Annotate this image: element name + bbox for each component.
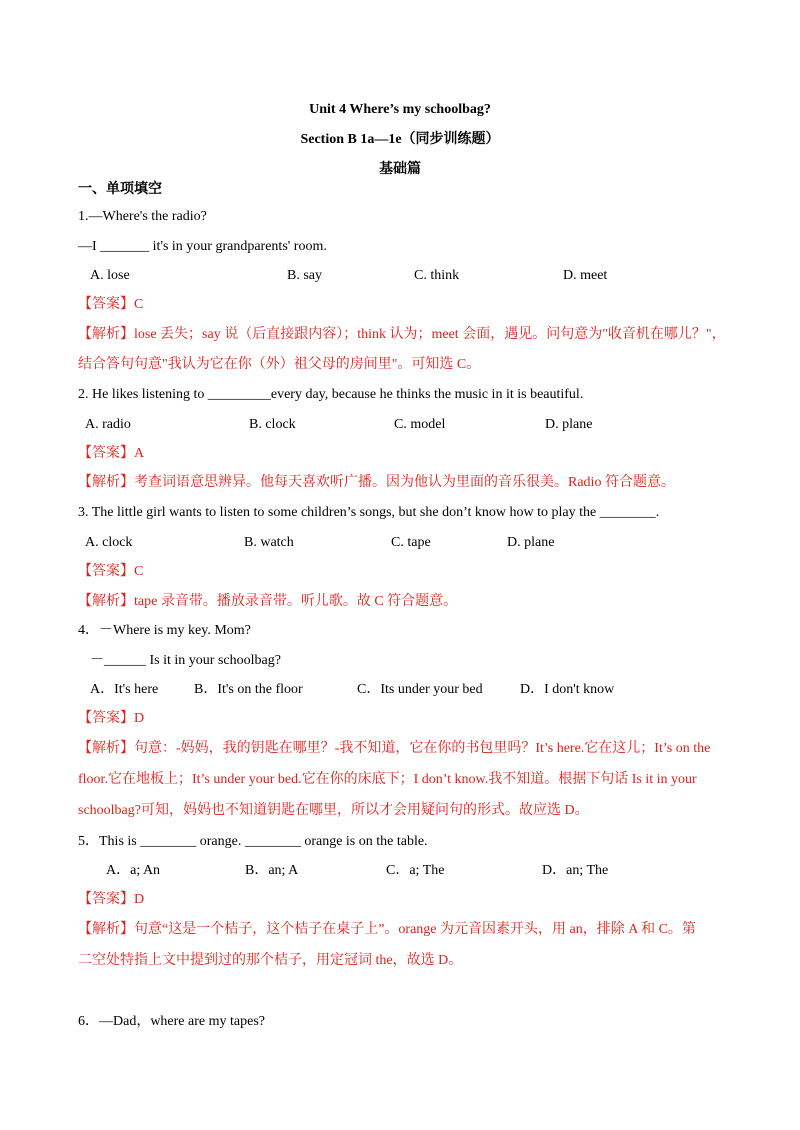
level-heading: 基础篇 xyxy=(379,162,421,177)
question-6-stem: 6．—Dad，where are my tapes? xyxy=(78,1014,265,1029)
q1-explanation-2: 结合答句句意"我认为它在你（外）祖父母的房间里"。可知选 C。 xyxy=(78,357,481,372)
question-1-stem: 1.—Where's the radio? xyxy=(78,209,207,224)
q5-answer: 【答案】D xyxy=(78,892,145,907)
document-title: Unit 4 Where’s my schoolbag? xyxy=(309,102,491,117)
q2-option-a: A. radio xyxy=(85,417,131,432)
q5-option-a: A．a; An xyxy=(106,863,161,878)
section-heading: 一、单项填空 xyxy=(78,182,162,197)
q1-explanation-1: 【解析】lose 丢失；say 说（后直接跟内容）；think 认为；meet 会面，遇见。问句意为"收音机在哪儿？"， xyxy=(78,327,726,342)
q4-option-b: B．It's on the floor xyxy=(194,682,303,697)
q2-option-d: D. plane xyxy=(545,417,593,432)
q1-option-d: D. meet xyxy=(563,268,608,283)
q1-option-b: B. say xyxy=(287,268,322,283)
q3-option-b: B. watch xyxy=(244,535,294,550)
q3-option-a: A. clock xyxy=(85,535,133,550)
q3-answer: 【答案】C xyxy=(78,564,144,579)
q2-answer: 【答案】A xyxy=(78,446,145,461)
question-2-stem: 2. He likes listening to _________every day, because he thinks the music in it is beautiful. xyxy=(78,387,584,402)
q1-answer: 【答案】C xyxy=(78,297,144,312)
q5-explanation-2: 二空处特指上文中提到过的那个桔子，用定冠词 the，故选 D。 xyxy=(78,953,463,968)
q1-option-c: C. think xyxy=(414,268,460,283)
q5-option-b: B．an; A xyxy=(245,863,299,878)
q2-option-c: C. model xyxy=(394,417,446,432)
q2-option-b: B. clock xyxy=(249,417,296,432)
q1-option-a: A. lose xyxy=(90,268,130,283)
q4-option-c: C．Its under your bed xyxy=(357,682,483,697)
q3-option-c: C. tape xyxy=(391,535,431,550)
question-4-stem: 4．－Where is my key. Mom? xyxy=(78,623,251,638)
question-1-stem-2: —I _______ it's in your grandparents' room. xyxy=(78,239,327,254)
question-3-stem: 3. The little girl wants to listen to some children’s songs, but she don’t know how to play the ________. xyxy=(78,505,660,520)
question-5-stem: 5．This is ________ orange. ________ orange is on the table. xyxy=(78,834,428,849)
q5-explanation-1: 【解析】句意“这是一个桔子，这个桔子在桌子上”。orange 为元音因素开头，用 an，排除 A 和 C。第 xyxy=(78,922,696,937)
q4-answer: 【答案】D xyxy=(78,711,145,726)
q4-option-d: D．I don't know xyxy=(520,682,615,697)
q4-option-a: A．It's here xyxy=(90,682,159,697)
q3-option-d: D. plane xyxy=(507,535,555,550)
question-4-stem-2: －______ Is it in your schoolbag? xyxy=(90,653,281,668)
q4-explanation-3: schoolbag?可知，妈妈也不知道钥匙在哪里，所以才会用疑问句的形式。故应选 D。 xyxy=(78,803,589,818)
q4-explanation-2: floor.它在地板上；It’s under your bed.它在你的床底下；I don’t know.我不知道。根据下句话 Is it in your xyxy=(78,772,697,787)
document-subtitle: Section B 1a—1e（同步训练题） xyxy=(300,132,500,147)
q3-explanation-1: 【解析】tape 录音带。播放录音带。听儿歌。故 C 符合题意。 xyxy=(78,594,458,609)
q2-explanation-1: 【解析】考查词语意思辨异。他每天喜欢听广播。因为他认为里面的音乐很美。Radio 符合题意。 xyxy=(78,475,675,490)
q5-option-c: C．a; The xyxy=(386,863,445,878)
q4-explanation-1: 【解析】句意：-妈妈，我的钥匙在哪里？-我不知道，它在你的书包里吗？It’s here.它在这儿；It’s on the xyxy=(78,741,711,756)
q5-option-d: D．an; The xyxy=(542,863,609,878)
